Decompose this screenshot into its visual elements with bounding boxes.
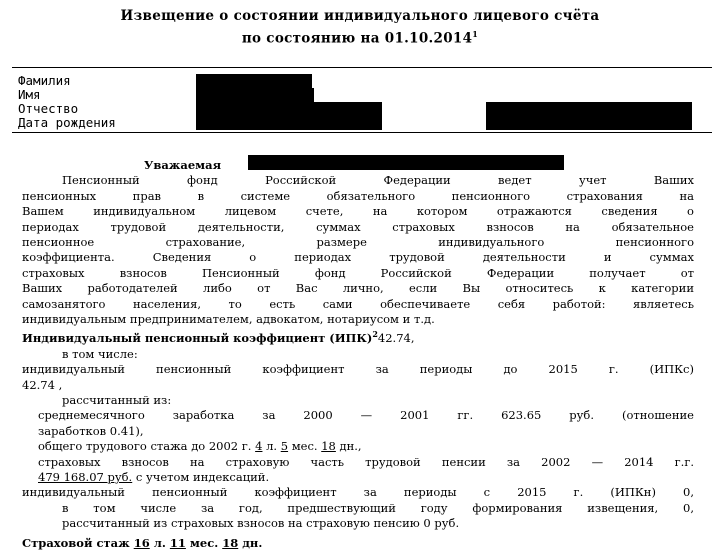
intro-line: Ваших работодателей либо от Вас лично, если Вы относитесь к категории xyxy=(22,281,694,296)
footnote-mark: 1 xyxy=(472,29,479,39)
redacted-patronymic-birthdate xyxy=(196,102,382,130)
redacted-surname xyxy=(196,74,312,88)
top-rule xyxy=(12,67,712,68)
intro-line: Пенсионный фонд Российской Федерации ведет учет Ваших xyxy=(62,173,694,188)
stazh-years: 16 xyxy=(133,535,150,550)
intro-line: самозанятого населения, то есть сами обеспечиваете себя работой: являетесь xyxy=(22,296,694,311)
stazh-days-unit: дн. xyxy=(242,535,263,550)
tenure-months-unit: мес. xyxy=(291,439,318,454)
ipkn-year-line: в том числе за год, предшествующий году формирования извещения, 0, xyxy=(62,500,694,515)
stazh-months-unit: мес. xyxy=(189,535,219,550)
ipkn-line: индивидуальный пенсионный коэффициент за периоды с 2015 г. (ИПКн) 0, xyxy=(22,485,694,500)
stazh-line xyxy=(22,536,694,551)
ipk-value: 42.74, xyxy=(377,331,415,346)
ipkn-calc-line: рассчитанный из страховых взносов на страховую пенсию 0 руб. xyxy=(62,516,460,531)
stazh-label: Страховой стаж xyxy=(22,535,130,550)
document-date-line xyxy=(0,29,720,47)
intro-line: Вашем индивидуальном лицевом счете, на котором отражаются сведения о xyxy=(22,204,694,219)
ipk-line xyxy=(22,327,694,346)
tenure-prefix: общего трудового стажа до 2002 г. xyxy=(38,439,252,454)
stazh-days: 18 xyxy=(222,535,239,550)
ipk-footnote: 2 xyxy=(372,329,378,340)
ipk-label: Индивидуальный пенсионный коэффициент (ИПК) xyxy=(22,331,373,346)
notice-body xyxy=(22,158,694,551)
redacted-extra xyxy=(486,102,692,130)
document-title: Извещение о состоянии индивидуального лицевого счёта xyxy=(120,8,600,24)
avg-salary-ratio: заработков 0.41), xyxy=(38,423,144,438)
tenure-days: 18 xyxy=(321,439,336,454)
calculated-from: рассчитанный из: xyxy=(62,392,172,407)
including-label: в том числе: xyxy=(62,346,138,361)
tenure-days-unit: дн., xyxy=(339,439,362,454)
intro-line: периодах трудовой деятельности, суммах страховых взносов на обязательное xyxy=(22,219,694,234)
avg-salary-line: среднемесячного заработка за 2000 — 2001 гг. 623.65 руб. (отношение xyxy=(38,408,694,423)
ipkc-value: 42.74 , xyxy=(22,377,63,392)
personal-fields xyxy=(18,74,116,130)
tenure-line xyxy=(22,439,694,454)
name-label: Имя xyxy=(18,87,41,102)
intro-line: коэффициента. Сведения о периодах трудовой деятельности и суммах xyxy=(22,250,694,265)
patronymic-label: Отчество xyxy=(18,101,79,116)
intro-last-line: индивидуальным предпринимателем, адвокатом, нотариусом и т.д. xyxy=(22,312,435,327)
redacted-name xyxy=(196,88,314,102)
contrib-amount: 479 168.07 руб. xyxy=(38,469,133,484)
birth-date-label: Дата рождения xyxy=(18,115,116,130)
tenure-years: 4 xyxy=(255,439,263,454)
contrib-line: страховых взносов на страховую часть трудовой пенсии за 2002 — 2014 г.г. xyxy=(38,454,694,469)
ipkc-line: индивидуальный пенсионный коэффициент за периоды до 2015 г. (ИПКс) xyxy=(22,362,694,377)
intro-line: страховых взносов Пенсионный фонд Российской Федерации получает от xyxy=(22,265,694,280)
intro-line: пенсионное страхование, размере индивидуального пенсионного xyxy=(22,235,694,250)
tenure-months: 5 xyxy=(280,439,289,454)
date-text: по состоянию на 01.10.2014 xyxy=(241,30,473,47)
contrib-suffix: с учетом индексаций. xyxy=(135,469,270,484)
surname-label: Фамилия xyxy=(18,73,71,88)
stazh-years-unit: л. xyxy=(153,535,166,550)
stazh-months: 11 xyxy=(169,535,186,550)
contrib-amount-line xyxy=(22,470,694,485)
greeting: Уважаемая xyxy=(144,158,222,172)
tenure-years-unit: л. xyxy=(266,439,278,454)
bottom-rule xyxy=(12,132,712,133)
intro-line: пенсионных прав в системе обязательного пенсионного страхования на xyxy=(22,188,694,203)
